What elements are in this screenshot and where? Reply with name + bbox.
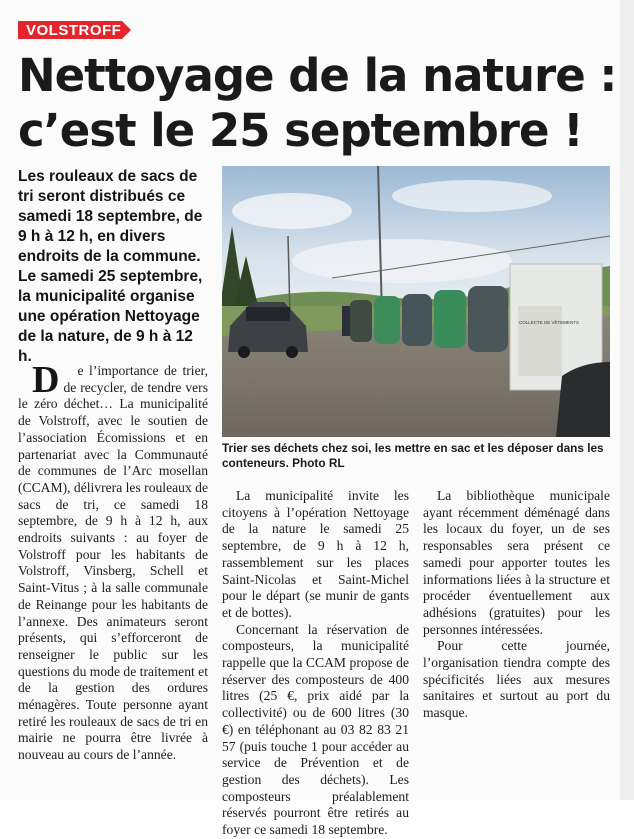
- article-paragraph-2: La municipalité invite les citoyens à l’opération Nettoyage de la nature le samedi 25 septembre, de 9 h à 12 h, rassemblement sur les places Saint-Nicolas et Saint-Michel pour le départ (se munir de gants et de bottes).: [222, 488, 409, 620]
- container-panel: [518, 306, 562, 376]
- article-column-3: [423, 488, 610, 722]
- section-rubric: [18, 21, 132, 39]
- article-paragraph-3: Concernant la réservation de composteurs, la municipalité rappelle que la CCAM propose de réserver des composteurs de 400 litres (25 €, prix aidé par la collectivité) ou de 600 litres (30 €) en téléphonant au 03 82 83 21 57 (puis touche 1 pour accéder au service de Prévention et de gestion des déchets). Les composteurs préalablement réservés pourront être retirés au foyer ce samedi 18 septembre.: [222, 621, 409, 838]
- drop-cap: D: [32, 359, 60, 401]
- rubric-arrow: [122, 21, 131, 39]
- person: [342, 306, 350, 336]
- photo-caption: [222, 441, 614, 471]
- headline: [18, 48, 618, 158]
- cloud: [392, 180, 552, 212]
- recycling-bin: [434, 290, 466, 348]
- headline-line-1: Nettoyage de la nature :: [18, 49, 617, 102]
- paragraph-1-text: e l’importance de trier, de recycler, de tendre vers le zéro déchet… La municipalité de Volstroff, avec le soutien de l’association Écomissions et en partenariat avec la Communauté de communes de l’Arc mosellan (CCAM), délivrera les rouleaux de sacs de tri, ce samedi 18 septembre, de 9 h à 12 h, aux endroits suivants : au foyer de Volstroff pour les habitants de Volstroff, Vinsberg, Schell et Saint-Vitus ; à la salle communale de Reinange pour les habitants de l’annexe. Des animateurs seront présents, qui s’efforceront de renseigner le public sur les questions du mode de traitement et de la gestion des ordures ménagères. Toute personne ayant retiré les rouleaux de sacs de tri en mairie ne pourra être livrée à nouveau au cours de l’année.: [18, 363, 208, 763]
- rubric-label: VOLSTROFF: [26, 22, 122, 39]
- cloud: [232, 193, 352, 229]
- cloud: [292, 239, 512, 283]
- container-label: COLLECTE DE VÊTEMENTS: [519, 320, 580, 325]
- recycling-bin: [374, 296, 400, 344]
- headline-line-2: c’est le 25 septembre !: [18, 104, 583, 157]
- recycling-bin: [468, 286, 508, 352]
- article-column-1: [18, 359, 208, 764]
- article-paragraph-1: [18, 359, 208, 764]
- photo-credit: Photo RL: [292, 456, 345, 470]
- article-column-2: [222, 488, 409, 839]
- article-paragraph-4: La bibliothèque municipale ayant récemment déménagé dans les locaux du foyer, un de ses responsables sera présent ce samedi pour apporter toutes les informations liées à la structure et procéder éventuellement aux adhésions (gratuites) pour les personnes intéressées.: [423, 488, 610, 637]
- car-window: [246, 307, 290, 321]
- recycling-bin: [350, 300, 372, 342]
- article-paragraph-5: Pour cette journée, l’organisation tiendra compte des spécificités liées aux mesures sanitaires et surtout au port du masque.: [423, 638, 610, 721]
- caption-text: Trier ses déchets chez soi, les mettre en sac et les déposer dans les conteneurs.: [222, 441, 604, 470]
- lead-paragraph: Les rouleaux de sacs de tri seront distribués ce samedi 18 septembre, de 9 h à 12 h, en divers endroits de la commune. Le samedi 25 septembre, la municipalité organise une opération Nettoyage de la nature, de 9 h à 12 h.: [18, 168, 203, 365]
- article-photo: [222, 166, 610, 437]
- car-wheel: [286, 346, 298, 358]
- car-wheel: [238, 346, 250, 358]
- recycling-bin: [402, 294, 432, 346]
- page-edge: [620, 0, 634, 800]
